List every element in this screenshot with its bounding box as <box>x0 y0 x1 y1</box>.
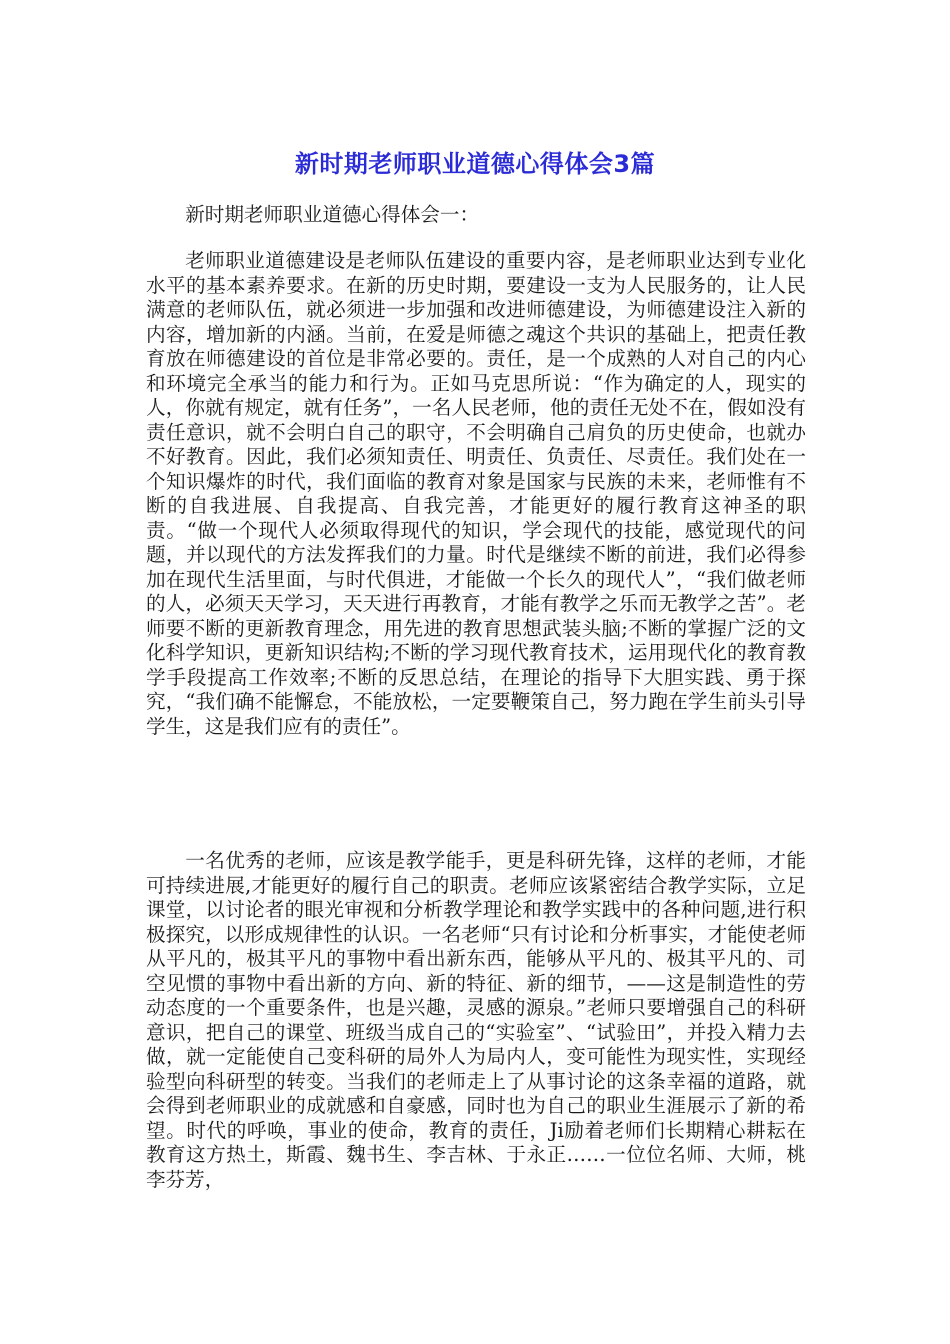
section-heading: 新时期老师职业道德心得体会一： <box>185 203 480 226</box>
paragraph: 老师职业道德建设是老师队伍建设的重要内容，是老师职业达到专业化水平的基本素养要求。在新的历史时期，要建设一支为人民服务的，让人民满意的老师队伍，就必须进一步加强和改进师德建设，为师德建设注入新的内容，增加新的内涵。当前，在爱是师德之魂这个共识的基础上，把责任教育放在师德建设的首位是非常必要的。责任，是一个成熟的人对自己的内心和环境完全承当的能力和行为。正如马克思所说：“作为确定的人，现实的人，你就有规定，就有任务”，一名人民老师，他的责任无处不在，假如没有责任意识，就不会明白自己的职守，不会明确自己肩负的历史使命，也就办不好教育。因此，我们必须知责任、明责任、负责任、尽责任。我们处在一个知识爆炸的时代，我们面临的教育对象是国家与民族的未来，老师惟有不断的自我进展、自我提高、自我完善，才能更好的履行教育这神圣的职责。“做一个现代人必须取得现代的知识，学会现代的技能，感觉现代的问题，并以现代的方法发挥我们的力量。时代是继续不断的前进，我们必得参加在现代生活里面，与时代俱进，才能做一个长久的现代人”，“我们做老师的人，必须天天学习，天天进行再教育，才能有教学之乐而无教学之苦”。老师要不断的更新教育理念，用先进的教育思想武装头脑;不断的掌握广泛的文化科学知识，更新知识结构;不断的学习现代教育技术，运用现代化的教育教学手段提高工作效率;不断的反思总结，在理论的指导下大胆实践、勇于探究，“我们确不能懈怠，不能放松，一定要鞭策自己，努力跑在学生前头引导学生，这是我们应有的责任”。 <box>146 249 806 738</box>
paragraph: 一名优秀的老师，应该是教学能手，更是科研先锋，这样的老师，才能可持续进展,才能更好的履行自己的职责。老师应该紧密结合教学实际，立足课堂，以讨论者的眼光审视和分析教学理论和教学实践中的各种问题,进行积极探究，以形成规律性的认识。一名老师“只有讨论和分析事实，才能使老师从平凡的，极其平凡的事物中看出新东西，能够从平凡的、极其平凡的、司空见惯的事物中看出新的方向、新的特征、新的细节，——这是制造性的劳动态度的一个重要条件，也是兴趣，灵感的源泉。”老师只要增强自己的科研意识，把自己的课堂、班级当成自己的“实验室”、“试验田”，并投入精力去做，就一定能使自己变科研的局外人为局内人，变可能性为现实性，实现经验型向科研型的转变。当我们的老师走上了从事讨论的这条幸福的道路，就会得到老师职业的成就感和自豪感，同时也为自己的职业生涯展示了新的希望。时代的呼唤，事业的使命，教育的责任，Ji励着老师们长期精心耕耘在教育这方热土，斯霞、魏书生、李吉林、于永正……一位位名师、大师，桃李芬芳， <box>146 849 806 1191</box>
document-title: 新时期老师职业道德心得体会3篇 <box>294 150 656 179</box>
